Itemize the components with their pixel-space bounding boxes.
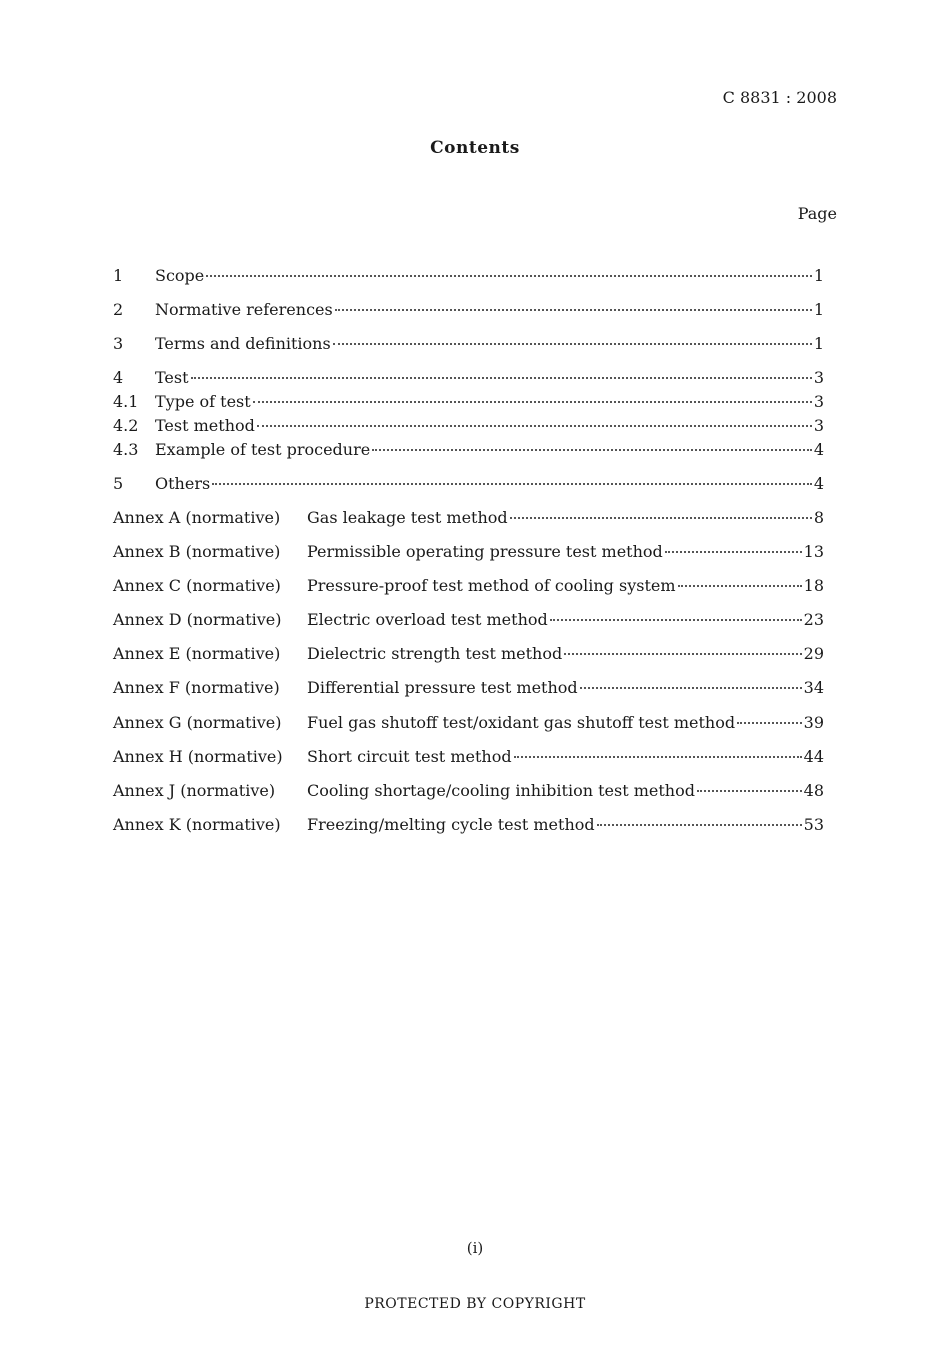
annex-title: Fuel gas shutoff test/oxidant gas shutoff test method [307, 713, 736, 732]
page-number: 1 [813, 334, 824, 353]
dot-leader [665, 551, 802, 553]
annex-title: Freezing/melting cycle test method [307, 815, 595, 834]
section-title: Test [155, 368, 189, 387]
toc-entry-annex-j[interactable] [113, 781, 824, 803]
annex-label: Annex D (normative) [113, 610, 282, 629]
annex-title: Dielectric strength test method [307, 644, 563, 663]
page-number: 13 [803, 542, 824, 561]
dot-leader [257, 425, 812, 427]
folio: (i) [466, 1239, 484, 1257]
dot-leader [514, 756, 802, 758]
page-number: 29 [803, 644, 824, 663]
page-number: 44 [803, 747, 824, 766]
section-title: Example of test procedure [155, 440, 371, 459]
page-column-label: Page [797, 204, 837, 223]
annex-label: Annex H (normative) [113, 747, 283, 766]
page-number: 3 [813, 392, 824, 411]
toc-entry-annex-e[interactable] [113, 644, 824, 666]
annex-title: Gas leakage test method [307, 508, 508, 527]
page-number: 48 [803, 781, 824, 800]
toc-entry-annex-k[interactable] [113, 815, 824, 837]
toc-entry-type-of-test[interactable] [113, 392, 824, 414]
copyright-notice: PROTECTED BY COPYRIGHT [364, 1296, 586, 1312]
dot-leader [697, 790, 802, 792]
page-number: 1 [813, 300, 824, 319]
annex-label: Annex J (normative) [113, 781, 276, 800]
dot-leader [564, 653, 801, 655]
section-number: 4.1 [113, 392, 139, 411]
annex-label: Annex G (normative) [113, 713, 282, 732]
page-number: 18 [803, 576, 824, 595]
annex-label: Annex K (normative) [113, 815, 281, 834]
toc-entry-annex-c[interactable] [113, 576, 824, 598]
page-number: 3 [813, 416, 824, 435]
dot-leader [510, 517, 812, 519]
section-title: Terms and definitions [155, 334, 331, 353]
page-number: 1 [813, 266, 824, 285]
annex-title: Electric overload test method [307, 610, 548, 629]
dot-leader [212, 483, 812, 485]
dot-leader [191, 377, 812, 379]
toc-entry-annex-b[interactable] [113, 542, 824, 564]
section-number: 2 [113, 300, 124, 319]
toc-entry-annex-d[interactable] [113, 610, 824, 632]
toc-entry-others[interactable] [113, 474, 824, 496]
section-number: 4.3 [113, 440, 139, 459]
annex-title: Permissible operating pressure test method [307, 542, 663, 561]
page-number: 4 [813, 440, 824, 459]
toc-entry-test-method[interactable] [113, 416, 824, 438]
annex-title: Cooling shortage/cooling inhibition test method [307, 781, 695, 800]
dot-leader [253, 401, 812, 403]
page-number: 34 [803, 678, 824, 697]
page-number: 53 [803, 815, 824, 834]
dot-leader [335, 309, 812, 311]
page-title: Contents [430, 138, 520, 158]
dot-leader [372, 449, 812, 451]
page-number: 23 [803, 610, 824, 629]
section-number: 4 [113, 368, 124, 387]
page-number: 4 [813, 474, 824, 493]
toc-entry-annex-a[interactable] [113, 508, 824, 530]
page-number: 39 [803, 713, 824, 732]
toc-entry-test[interactable] [113, 368, 824, 390]
annex-label: Annex B (normative) [113, 542, 281, 561]
section-title: Scope [155, 266, 205, 285]
annex-label: Annex E (normative) [113, 644, 281, 663]
section-title: Others [155, 474, 211, 493]
section-title: Normative references [155, 300, 333, 319]
dot-leader [597, 824, 802, 826]
section-number: 3 [113, 334, 124, 353]
toc-entry-annex-f[interactable] [113, 678, 824, 700]
dot-leader [206, 275, 812, 277]
dot-leader [580, 687, 802, 689]
section-number: 5 [113, 474, 124, 493]
dot-leader [550, 619, 802, 621]
section-number: 1 [113, 266, 124, 285]
toc-entry-scope[interactable] [113, 266, 824, 288]
page-number: 3 [813, 368, 824, 387]
annex-title: Short circuit test method [307, 747, 512, 766]
toc-entry-terms-and-definitions[interactable] [113, 334, 824, 356]
dot-leader [737, 722, 802, 724]
annex-label: Annex C (normative) [113, 576, 281, 595]
toc-entry-normative-references[interactable] [113, 300, 824, 322]
document-id: C 8831 : 2008 [722, 88, 837, 107]
annex-label: Annex A (normative) [113, 508, 281, 527]
dot-leader [678, 585, 802, 587]
toc-entry-annex-h[interactable] [113, 747, 824, 769]
page-number: 8 [813, 508, 824, 527]
toc-entry-example-of-test-procedure[interactable] [113, 440, 824, 462]
section-number: 4.2 [113, 416, 139, 435]
toc-entry-annex-g[interactable] [113, 713, 824, 735]
dot-leader [333, 343, 812, 345]
section-title: Test method [155, 416, 255, 435]
annex-title: Pressure-proof test method of cooling system [307, 576, 676, 595]
annex-title: Differential pressure test method [307, 678, 578, 697]
annex-label: Annex F (normative) [113, 678, 280, 697]
section-title: Type of test [155, 392, 251, 411]
